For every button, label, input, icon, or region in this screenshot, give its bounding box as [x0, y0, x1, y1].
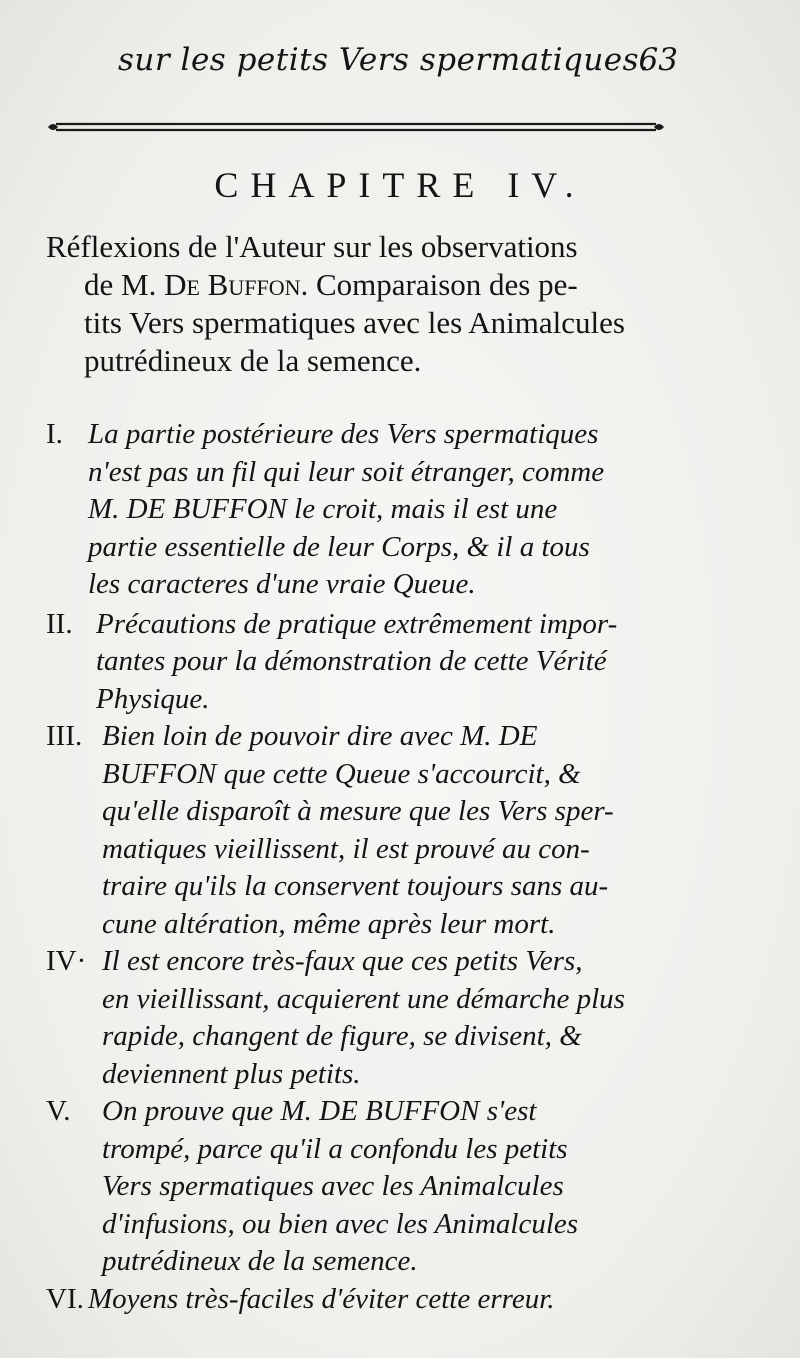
list-item — [46, 606, 676, 719]
ornamental-rule — [48, 121, 664, 133]
item-line: Bien loin de pouvoir dire avec M. DE — [102, 720, 538, 752]
chapter-contents-list — [46, 416, 676, 1318]
item-line: en vieillissant, acquierent une démarche plus — [102, 982, 625, 1015]
list-item — [46, 943, 676, 1093]
author-name: De Buffon — [164, 267, 301, 302]
item-line: d'infusions, ou bien avec les Animalcules — [102, 1207, 579, 1240]
item-line: La partie postérieure des Vers spermatiques — [88, 418, 599, 450]
item-line: trompé, parce qu'il a confondu les petits — [102, 1132, 568, 1165]
list-item — [46, 416, 676, 604]
item-line: matiques vieillissent, il est prouvé au con- — [102, 832, 590, 865]
list-item — [46, 1093, 676, 1281]
page-number: 63 — [638, 42, 678, 78]
item-line: cune altération, même après leur mort. — [102, 907, 556, 940]
item-numeral: I. — [46, 418, 63, 450]
item-numeral: V. — [46, 1095, 71, 1127]
summary-line-2-start: de M. — [84, 267, 165, 302]
running-head — [118, 38, 678, 88]
item-line: Physique. — [96, 682, 210, 715]
item-line: On prouve que M. DE BUFFON s'est — [102, 1095, 537, 1127]
item-line: partie essentielle de leur Corps, & il a tous — [88, 530, 590, 563]
running-title: sur les petits Vers spermatiques. — [118, 42, 650, 78]
item-numeral: VI. — [46, 1282, 84, 1315]
item-numeral: II. — [46, 607, 73, 640]
item-numeral: III. — [46, 720, 83, 752]
item-line: n'est pas un fil qui leur soit étranger, comme — [88, 455, 605, 488]
summary-line-3: tits Vers spermatiques avec les Animalcules — [84, 305, 625, 340]
item-line: Précautions de pratique extrêmement impor- — [96, 607, 618, 640]
item-line: qu'elle disparoît à mesure que les Vers sper- — [102, 795, 614, 827]
item-line: BUFFON que cette Queue s'accourcit, & — [102, 757, 581, 790]
item-line: putrédineux de la semence. — [102, 1245, 418, 1277]
item-numeral: IV· — [46, 945, 87, 977]
item-line: rapide, changent de figure, se divisent, & — [102, 1020, 582, 1052]
summary-line-2-end: . Comparaison des pe- — [300, 267, 578, 302]
item-line: Il est encore très-faux que ces petits Vers, — [102, 945, 583, 977]
item-line: deviennent plus petits. — [102, 1057, 361, 1090]
summary-line-4: putrédineux de la semence. — [84, 343, 422, 378]
item-line: Vers spermatiques avec les Animalcules — [102, 1170, 564, 1202]
item-line: traire qu'ils la conservent toujours sans au- — [102, 870, 609, 902]
item-line: tantes pour la démonstration de cette Vérité — [96, 645, 607, 677]
list-item — [46, 1281, 676, 1319]
chapter-title: CHAPITRE IV. — [214, 165, 586, 205]
chapter-summary — [46, 228, 672, 380]
item-line: M. DE BUFFON le croit, mais il est une — [88, 493, 558, 525]
summary-line-1: Réflexions de l'Auteur sur les observations — [46, 229, 578, 264]
summary-line-2 — [46, 266, 672, 304]
list-item — [46, 718, 676, 943]
item-line: Moyens très-faciles d'éviter cette erreur. — [88, 1282, 555, 1315]
item-line: les caracteres d'une vraie Queue. — [88, 568, 476, 600]
